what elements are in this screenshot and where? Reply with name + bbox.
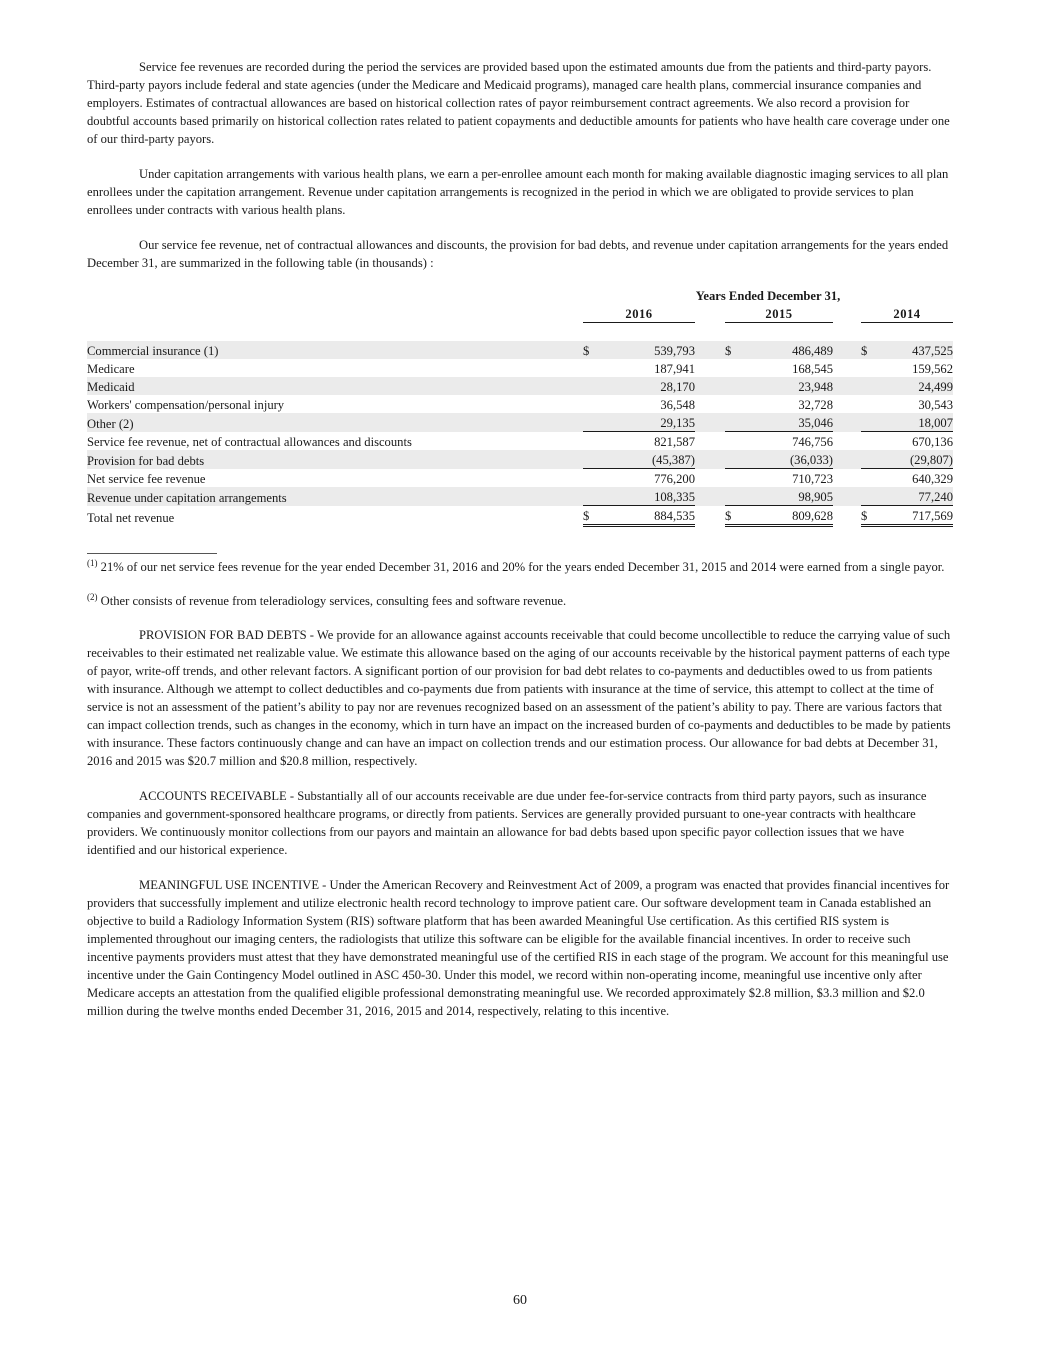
value-2016: 36,548 xyxy=(660,398,695,412)
currency-symbol: $ xyxy=(583,341,595,359)
value-2015: 486,489 xyxy=(737,341,833,359)
value-2015: 35,046 xyxy=(737,413,833,432)
footnote-1-text: 21% of our net service fees revenue for the year ended December 31, 2016 and 20% for the years ended December 31, 2015 and 2014 were earned from a single payor. xyxy=(97,560,945,574)
currency-symbol: $ xyxy=(725,341,737,359)
document-page xyxy=(87,58,953,1037)
row-label: Workers' compensation/personal injury xyxy=(87,398,285,412)
row-label: Medicaid xyxy=(87,377,583,395)
value-2016: 28,170 xyxy=(595,377,695,395)
value-2014: 18,007 xyxy=(873,413,953,432)
value-2014: 640,329 xyxy=(912,472,953,486)
footnote-1 xyxy=(87,558,953,576)
value-2016: 821,587 xyxy=(654,435,695,449)
revenue-table xyxy=(87,286,953,527)
value-2015: 746,756 xyxy=(792,435,833,449)
table-caption-row xyxy=(87,286,953,304)
paragraph-table-intro: Our service fee revenue, net of contractual allowances and discounts, the provision for bad debts, and revenue under capitation arrangements for the years ended December 31, are summarized in the following table (in thousands) : xyxy=(87,238,949,270)
value-2016: (45,387) xyxy=(595,450,695,469)
footnote-2-marker: (2) xyxy=(87,591,98,602)
footnote-2-text: Other consists of revenue from teleradiology services, consulting fees and software revenue. xyxy=(97,594,567,608)
value-2016: 29,135 xyxy=(595,413,695,432)
table-row xyxy=(87,395,953,413)
table-row xyxy=(87,377,953,395)
table-row xyxy=(87,413,953,432)
value-2014: 77,240 xyxy=(873,487,953,506)
page-number: 60 xyxy=(513,1293,527,1308)
table-row-total xyxy=(87,506,953,526)
table-row xyxy=(87,341,953,359)
year-header-2016: 2016 xyxy=(583,304,695,323)
value-2014: 30,543 xyxy=(918,398,953,412)
value-2015: 32,728 xyxy=(798,398,833,412)
year-header-2014: 2014 xyxy=(861,304,953,323)
currency-symbol: $ xyxy=(583,506,595,526)
table-row xyxy=(87,450,953,469)
value-2014: 159,562 xyxy=(912,362,953,376)
row-label: Total net revenue xyxy=(87,510,175,525)
value-2014: (29,807) xyxy=(873,450,953,469)
value-2015: 98,905 xyxy=(737,487,833,506)
table-row xyxy=(87,469,953,488)
table-row xyxy=(87,487,953,506)
value-2014: 670,136 xyxy=(912,435,953,449)
currency-symbol: $ xyxy=(861,341,873,359)
value-2014: 717,569 xyxy=(873,506,953,526)
paragraph-capitation-arrangements: Under capitation arrangements with various health plans, we earn a per-enrollee amount each month for making available diagnostic imaging services to all plan enrollees under the capitation arrangement. Revenue under capitation arrangements is recognized in the period in which we are obligated to provide services to plan enrollees under contracts with various health plans. xyxy=(87,167,949,217)
value-2015: 809,628 xyxy=(737,506,833,526)
row-label: Revenue under capitation arrangements xyxy=(87,487,583,506)
value-2014: 437,525 xyxy=(873,341,953,359)
row-label: Net service fee revenue xyxy=(87,472,206,486)
paragraph-accounts-receivable: ACCOUNTS RECEIVABLE - Substantially all of our accounts receivable are due under fee-for-service contracts from third party payors, such as insurance companies and government-sponsored healthcare programs, or directly from patients. Services are generally provided pursuant to one-year contracts with healthcare providers. We continuously monitor collections from our payors and maintain an allowance for bad debts based upon specific payor collection issues that we have identified and our historical experience. xyxy=(87,789,927,857)
value-2016: 884,535 xyxy=(595,506,695,526)
row-label: Medicare xyxy=(87,362,135,376)
value-2016: 776,200 xyxy=(654,472,695,486)
value-2015: 168,545 xyxy=(792,362,833,376)
row-label: Service fee revenue, net of contractual allowances and discounts xyxy=(87,435,412,449)
value-2016: 539,793 xyxy=(595,341,695,359)
paragraph-service-fee-revenues: Service fee revenues are recorded during the period the services are provided based upon the estimated amounts due from the patients and third-party payors. Third-party payors include federal and state agencies (under the Medicare and Medicaid programs), managed care health plans, commercial insurance companies and employers. Estimates of contractual allowances are based on historical collection rates of payor reimbursement contract agreements. We also record a provision for doubtful accounts based primarily on historical collection rates related to patient copayments and deductible amounts for patients who have health care coverage under one of our third-party payors. xyxy=(87,60,950,146)
table-row xyxy=(87,359,953,377)
paragraph-meaningful-use-incentive: MEANINGFUL USE INCENTIVE - Under the American Recovery and Reinvestment Act of 2009, a program was enacted that provides financial incentives for providers that successfully implement and utilize electronic health record technology to improve patient care. Our software development team in Canada established an objective to build a Radiology Information System (RIS) software platform that has been awarded Meaningful Use certification. As this certified RIS system is implemented throughout our imaging centers, the radiologists that utilize this software can be eligible for the available financial incentives. In order to receive such incentive payments providers must attest that they have demonstrated meaningful use of the certified RIS in each stage of the program. We account for this meaningful use incentive under the Gain Contingency Model outlined in ASC 450-30. Under this model, we record within non-operating income, meaningful use incentive only after Medicare accepts an attestation from the qualified eligible professional demonstrating meaningful use. We recorded approximately $2.8 million, $3.3 million and $2.0 million during the twelve months ended December 31, 2016, 2015 and 2014, respectively, relating to this incentive. xyxy=(87,878,950,1018)
footnote-divider xyxy=(87,553,217,554)
row-label: Commercial insurance (1) xyxy=(87,341,583,359)
value-2015: 710,723 xyxy=(792,472,833,486)
value-2015: 23,948 xyxy=(737,377,833,395)
value-2015: (36,033) xyxy=(737,450,833,469)
footnote-2 xyxy=(87,592,953,610)
table-caption: Years Ended December 31, xyxy=(695,289,841,303)
value-2016: 187,941 xyxy=(654,362,695,376)
value-2014: 24,499 xyxy=(873,377,953,395)
table-year-header-row xyxy=(87,304,953,323)
paragraph-provision-for-bad-debts: PROVISION FOR BAD DEBTS - We provide for an allowance against accounts receivable that could become uncollectible to reduce the carrying value of such receivables to their estimated net realizable value. We estimate this allowance based on the aging of our accounts receivable by the historical payment patterns of each type of payor, write-off trends, and other relevant factors. A significant portion of our provision for bad debt relates to co-payments and deductibles owed to us from patients with insurance. Although we attempt to collect deductibles and co-payments due from patients with insurance at the time of service, this attempt to collect at the time of service is not an assessment of the patient’s ability to pay nor are revenues recognized based on an assessment of the patient’s ability to pay. There are various factors that can impact collection trends, such as changes in the economy, which in turn have an impact on the increased burden of co-payments and deductibles to be made by patients with insurance. These factors continuously change and can have an impact on collection trends and our estimation process. Our allowance for bad debts at December 31, 2016 and 2015 was $20.7 million and $20.8 million, respectively. xyxy=(87,628,951,768)
footnote-1-marker: (1) xyxy=(87,557,98,568)
year-header-2015: 2015 xyxy=(725,304,833,323)
value-2016: 108,335 xyxy=(595,487,695,506)
currency-symbol: $ xyxy=(861,506,873,526)
row-label: Other (2) xyxy=(87,413,583,432)
row-label: Provision for bad debts xyxy=(87,450,583,469)
table-row xyxy=(87,432,953,451)
currency-symbol: $ xyxy=(725,506,737,526)
